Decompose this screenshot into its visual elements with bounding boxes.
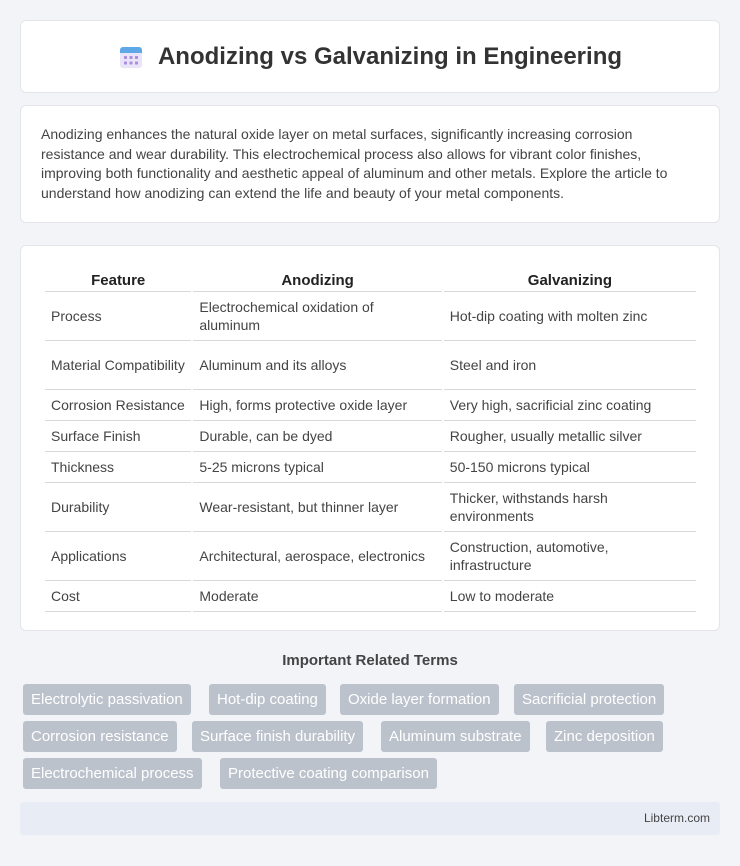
table-cell: Electrochemical oxidation of aluminum <box>193 292 441 341</box>
table-row <box>45 292 696 341</box>
table-cell: Hot-dip coating with molten zinc <box>444 292 696 341</box>
calendar-icon <box>118 44 144 70</box>
intro-text: Anodizing enhances the natural oxide layer on metal surfaces, significantly increasing corrosion resistance and wear durability. This electrochemical process also allows for vibrant color finishes, improving both functionality and aesthetic appeal of aluminum and other metals. Explore the article to understand how anodizing can extend the life and beauty of your metal components. <box>41 126 668 201</box>
page-title: Anodizing vs Galvanizing in Engineering <box>157 42 623 70</box>
term-tag-corrosion-resistance[interactable]: Corrosion resistance <box>23 721 177 752</box>
table-cell: Construction, automotive, infrastructure <box>444 532 696 581</box>
table-cell: Steel and iron <box>444 341 696 390</box>
table-cell: 5-25 microns typical <box>193 452 441 483</box>
table-row <box>45 581 696 612</box>
footer <box>20 802 720 835</box>
table-cell: Very high, sacrificial zinc coating <box>444 390 696 421</box>
related-terms-title: Important Related Terms <box>282 652 458 669</box>
term-tag-surface-finish-durability[interactable]: Surface finish durability <box>192 721 363 752</box>
term-tag-sacrificial-protection[interactable]: Sacrificial protection <box>514 684 664 715</box>
table-cell: 50-150 microns typical <box>444 452 696 483</box>
term-tag-electrolytic-passivation[interactable]: Electrolytic passivation <box>23 684 191 715</box>
term-tag-hot-dip-coating[interactable]: Hot-dip coating <box>209 684 326 715</box>
table-row <box>45 483 696 532</box>
comparison-table <box>43 264 698 612</box>
term-tag-protective-coating-comparison[interactable]: Protective coating comparison <box>220 758 437 789</box>
intro-card <box>20 105 720 223</box>
table-row <box>45 532 696 581</box>
table-cell: Aluminum and its alloys <box>193 341 441 390</box>
table-cell: Thickness <box>45 452 191 483</box>
table-cell: Thicker, withstands harsh environments <box>444 483 696 532</box>
term-tag-aluminum-substrate[interactable]: Aluminum substrate <box>381 721 530 752</box>
table-cell: Architectural, aerospace, electronics <box>193 532 441 581</box>
table-cell: Surface Finish <box>45 421 191 452</box>
column-header-anodizing: Anodizing <box>193 264 441 292</box>
table-header-row <box>45 264 696 292</box>
table-cell: Applications <box>45 532 191 581</box>
term-tag-electrochemical-process[interactable]: Electrochemical process <box>23 758 202 789</box>
table-cell: High, forms protective oxide layer <box>193 390 441 421</box>
column-header-galvanizing: Galvanizing <box>444 264 696 292</box>
table-cell: Durability <box>45 483 191 532</box>
table-cell: Cost <box>45 581 191 612</box>
footer-site-link[interactable]: Libterm.com <box>643 811 710 825</box>
table-cell: Durable, can be dyed <box>193 421 441 452</box>
table-cell: Moderate <box>193 581 441 612</box>
table-row <box>45 421 696 452</box>
comparison-card <box>20 245 720 631</box>
table-row <box>45 390 696 421</box>
column-header-feature: Feature <box>45 264 191 292</box>
table-cell: Rougher, usually metallic silver <box>444 421 696 452</box>
table-cell: Low to moderate <box>444 581 696 612</box>
table-cell: Wear-resistant, but thinner layer <box>193 483 441 532</box>
table-cell: Corrosion Resistance <box>45 390 191 421</box>
table-cell: Material Compatibility <box>45 341 191 390</box>
table-cell: Process <box>45 292 191 341</box>
table-row <box>45 341 696 390</box>
term-tag-zinc-deposition[interactable]: Zinc deposition <box>546 721 663 752</box>
table-row <box>45 452 696 483</box>
term-tag-oxide-layer-formation[interactable]: Oxide layer formation <box>340 684 499 715</box>
header-card <box>20 20 720 93</box>
